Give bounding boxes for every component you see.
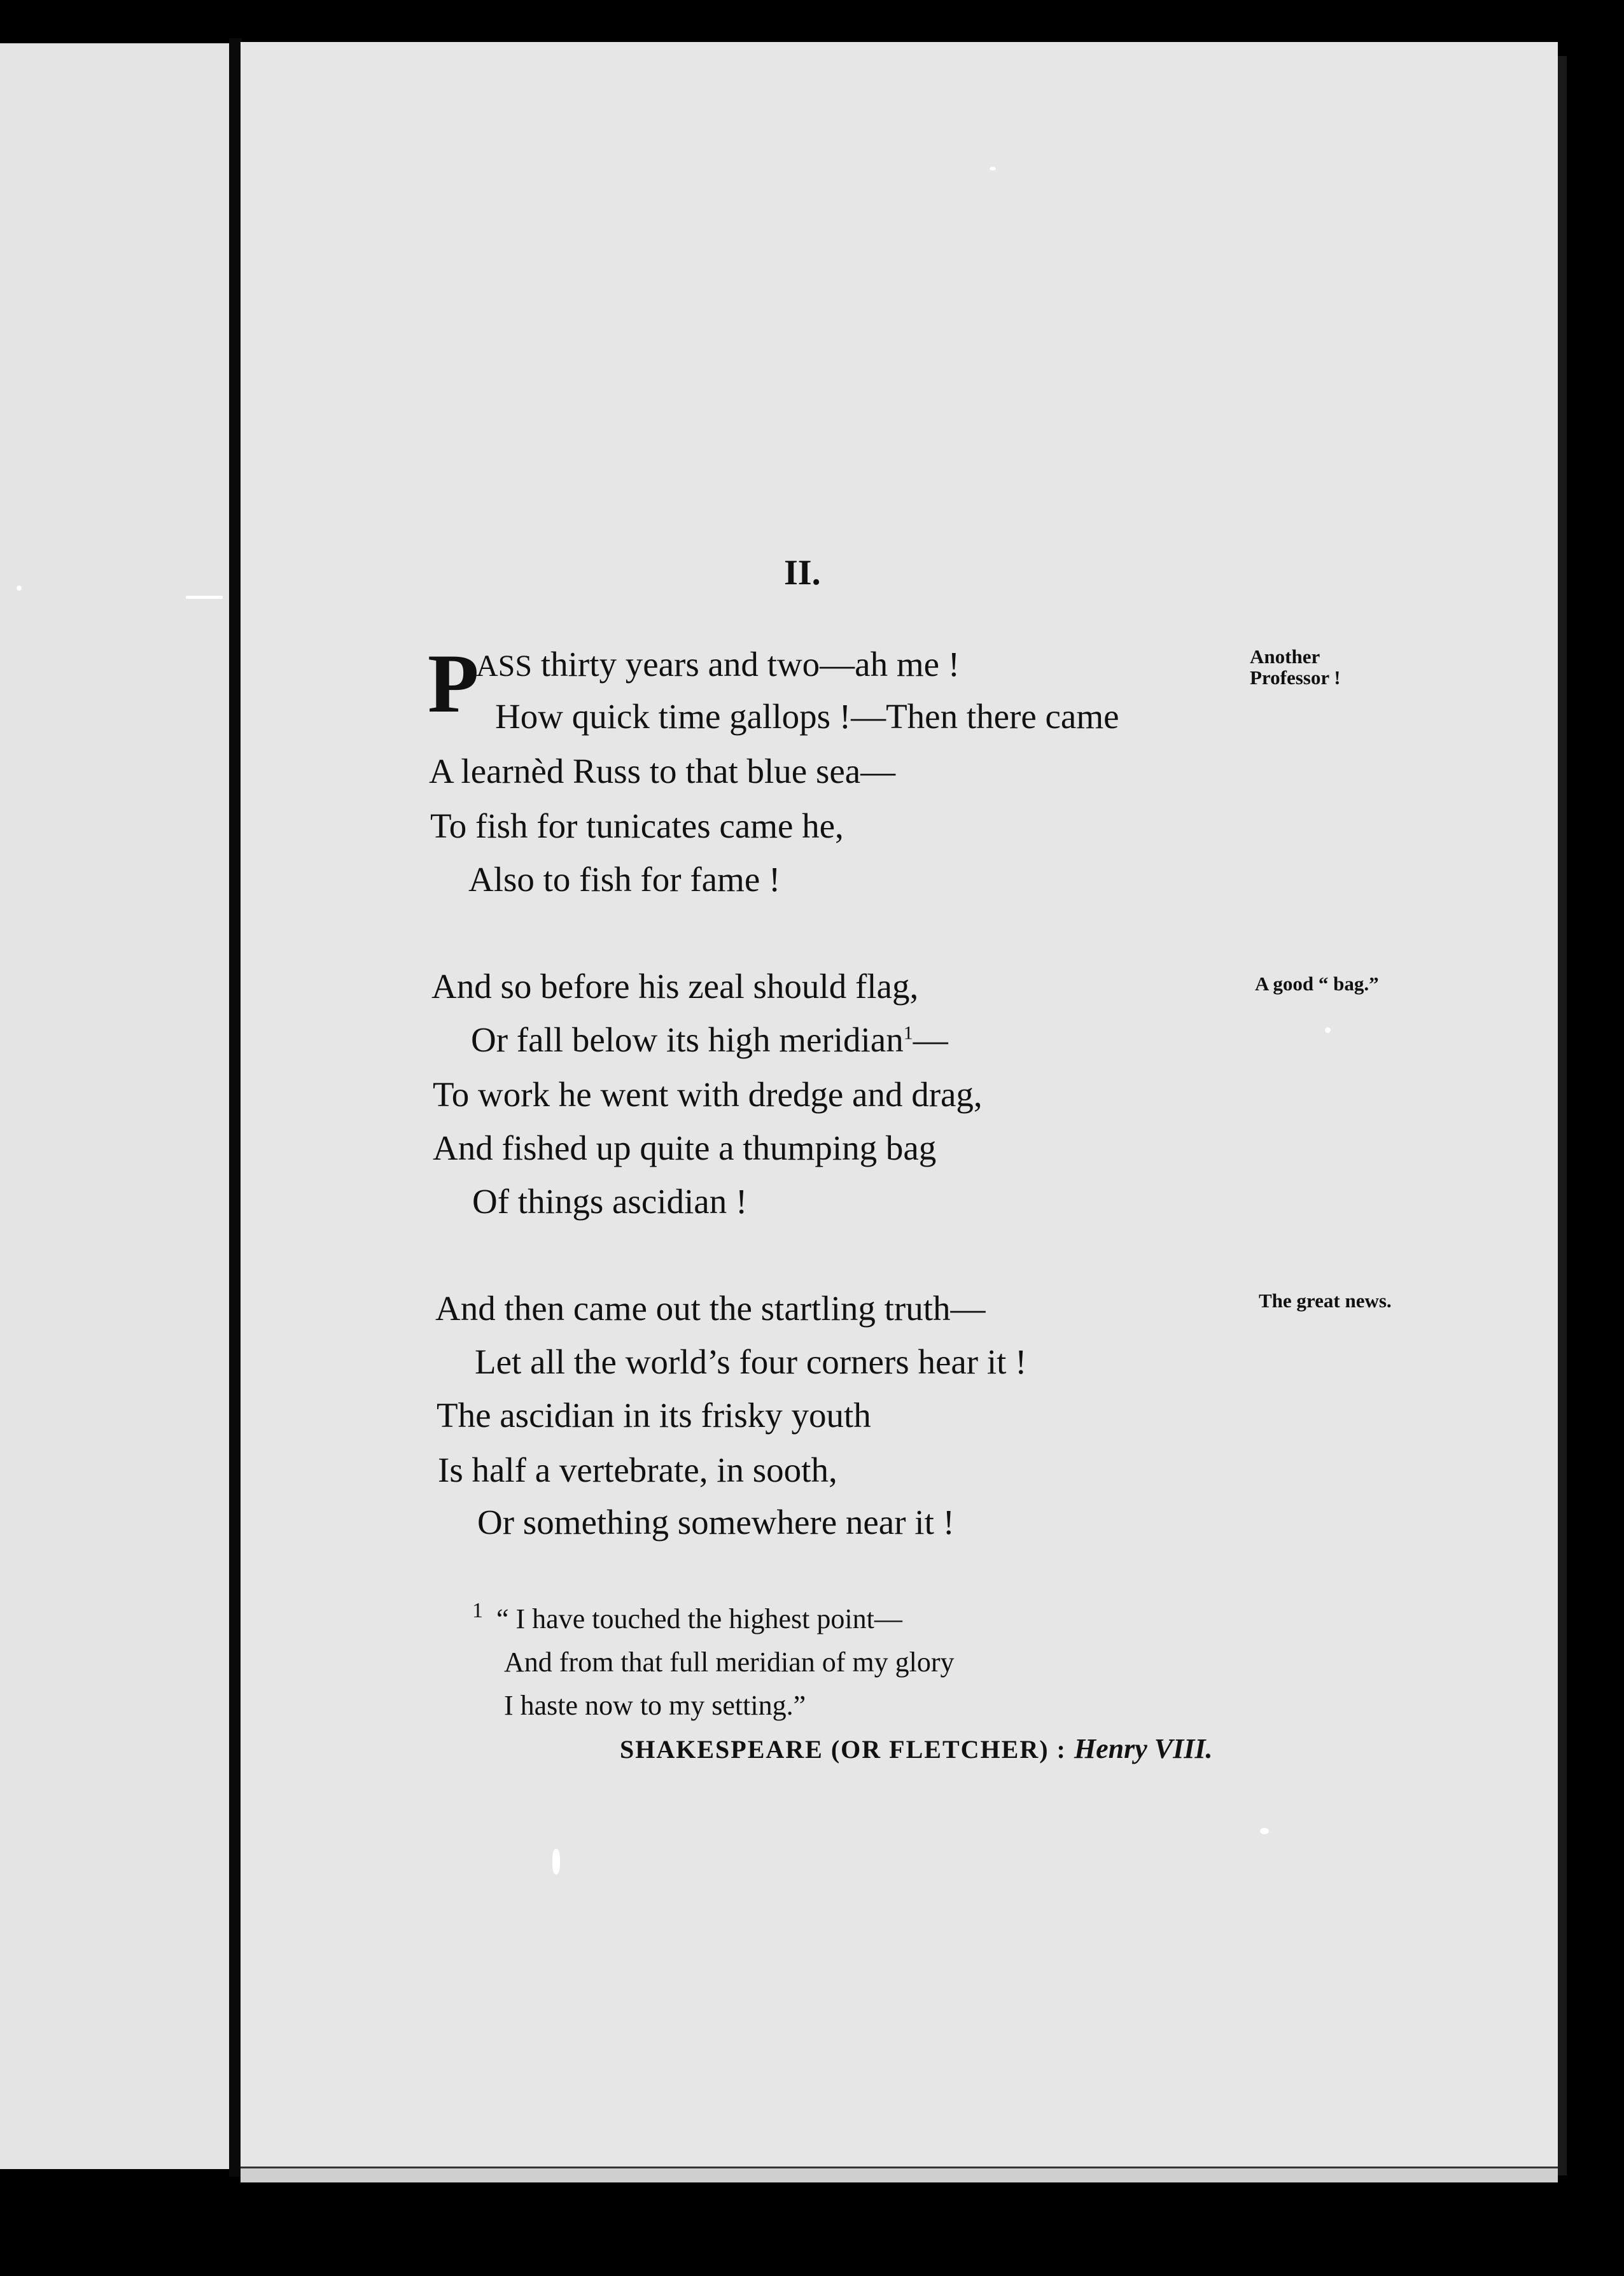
verse-line: Also to fish for fame !: [468, 860, 781, 899]
verse-line: Of things ascidian !: [472, 1182, 748, 1221]
footnote-line: I haste now to my setting.”: [504, 1690, 806, 1721]
margin-note: [1255, 974, 1379, 995]
section-heading: II.: [784, 553, 821, 593]
margin-note: [1259, 1291, 1392, 1312]
footnote-line: “ I have touched the highest point—: [496, 1603, 902, 1634]
verse-line: And then came out the startling truth—: [435, 1289, 986, 1328]
paper-speck: [990, 167, 996, 171]
footnote-attribution: [620, 1732, 1212, 1765]
verse-line-text: Or fall below its high meridian: [471, 1020, 904, 1059]
margin-note-line: Another: [1250, 645, 1320, 668]
verse-line: [471, 1022, 948, 1057]
verse-line: Let all the world’s four corners hear it !: [475, 1342, 1027, 1381]
margin-note-line: Professor !: [1250, 666, 1341, 689]
verse-line: [476, 647, 960, 682]
attribution-work: Henry VIII.: [1074, 1733, 1213, 1764]
verse-line: Or something somewhere near it !: [477, 1503, 955, 1542]
verse-line: How quick time gallops !—Then there came: [495, 697, 1119, 736]
paper-speck: [1260, 1828, 1269, 1834]
paper-speck: [1325, 1027, 1331, 1033]
verse-line: The ascidian in its frisky youth: [437, 1396, 871, 1435]
paper-mark: [552, 1849, 560, 1874]
footnote-line: And from that full meridian of my glory: [504, 1647, 955, 1678]
verse-line-dash: —: [913, 1020, 948, 1059]
paper-speck: [17, 586, 22, 591]
verse-line: Is half a vertebrate, in sooth,: [438, 1451, 837, 1489]
book-gutter: [229, 38, 242, 2177]
drop-cap: P: [428, 636, 479, 730]
page-bottom-edge: [241, 2167, 1558, 2182]
verse-line: A learnèd Russ to that blue sea—: [429, 752, 896, 790]
footnote-number: 1: [472, 1599, 483, 1622]
page-edge: [1558, 56, 1567, 2175]
verse-line: To work he went with dredge and drag,: [433, 1075, 983, 1114]
verse-line: And so before his zeal should flag,: [431, 967, 919, 1006]
margin-note: [1250, 647, 1341, 688]
attribution-author: SHAKESPEARE (OR FLETCHER) :: [620, 1735, 1067, 1764]
margin-note-line: A good “ bag.”: [1255, 973, 1379, 995]
verse-line-text: thirty years and two—ah me !: [532, 645, 960, 684]
left-page: [0, 43, 229, 2169]
margin-note-line: The great news.: [1259, 1289, 1392, 1312]
verse-line: And fished up quite a thumping bag: [433, 1128, 937, 1167]
footnote-ref: 1: [903, 1022, 913, 1044]
verse-line-caps: ASS: [476, 649, 533, 683]
paper-speck: [186, 596, 223, 599]
verse-line: To fish for tunicates came he,: [430, 806, 844, 845]
